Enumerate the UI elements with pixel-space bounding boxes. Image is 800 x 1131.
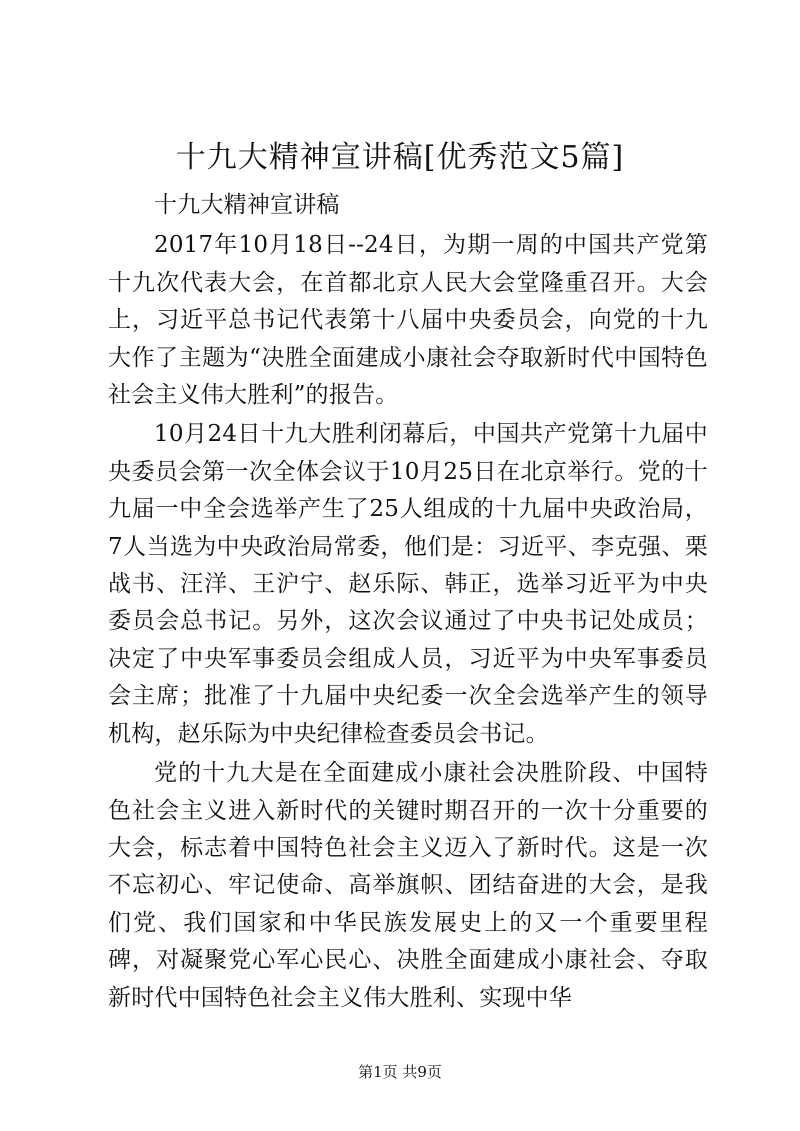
paragraph-3: 党的十九大是在全面建成小康社会决胜阶段、中国特色社会主义进入新时代的关键时期召开的一次十分重要的大会，标志着中国特色社会主义迈入了新时代。这是一次不忘初心、牢记使命、高举旗帜、团结奋进的大会，是我们党、我们国家和中华民族发展史上的又一个重要里程碑，对凝聚党心军心民心、决胜全面建成小康社会、夺取新时代中国特色社会主义伟大胜利、实现中华 (108, 760, 708, 1011)
section-heading: 十九大精神宣讲稿 (154, 192, 340, 218)
paragraph-2: 10月24日十九大胜利闭幕后，中国共产党第十九届中央委员会第一次全体会议于10月25日在北京举行。党的十九届一中全会选举产生了25人组成的十九届中央政治局，7人当选为中央政治局常委，他们是：习近平、李克强、栗战书、汪洋、王沪宁、赵乐际、韩正，选举习近平为中央委员会总书记。另外，这次会议通过了中央书记处成员；决定了中央军事委员会组成人员，习近平为中央军事委员会主席；批准了十九届中央纪委一次全会选举产生的领导机构，赵乐际为中央纪律检查委员会书记。 (108, 421, 708, 747)
document-title: 十九大精神宣讲稿[优秀范文5篇] (175, 140, 625, 175)
paragraph-1: 2017年10月18日--24日，为期一周的中国共产党第十九次代表大会，在首都北京人民大会堂隆重召开。大会上，习近平总书记代表第十八届中央委员会，向党的十九大作了主题为“决胜全面建成小康社会夺取新时代中国特色社会主义伟大胜利”的报告。 (108, 232, 708, 409)
page-number: 第1页 共9页 (358, 1063, 442, 1081)
document-body (108, 187, 708, 1017)
